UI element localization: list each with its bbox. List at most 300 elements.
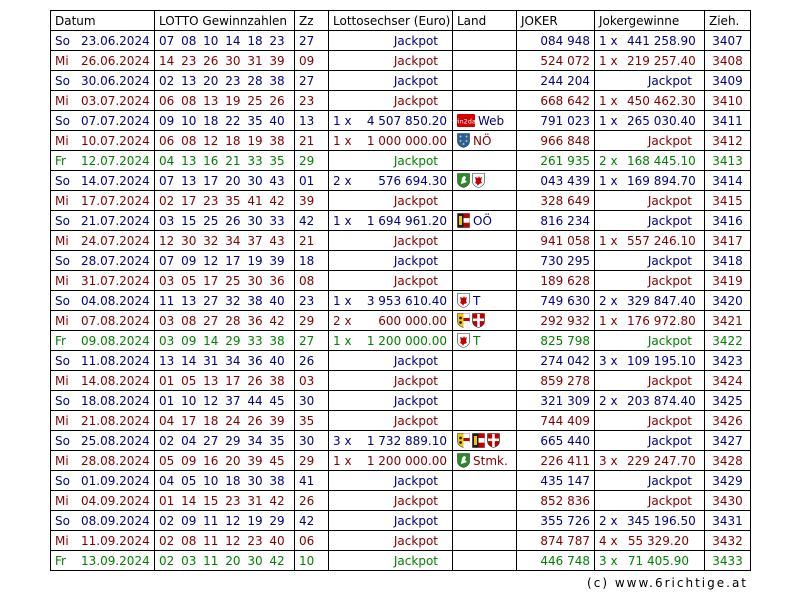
header-ziehung: Zieh. [705,11,751,31]
draw-date: 09.08.2024 [81,333,150,348]
sechser-count: 1 x [333,133,352,148]
weekday: So [55,253,70,268]
cell-jokergewinne [595,331,705,351]
crest-tirol-icon [472,173,485,188]
cell-ziehung: 3431 [705,511,751,531]
cell-joker: 261 935 [517,151,595,171]
table-row [51,231,751,251]
cell-lotto-numbers: 07 09 12 17 19 39 [155,251,295,271]
cell-ziehung: 3428 [705,451,751,471]
joker-amount: 329 847.40 [627,293,696,308]
crest-ktn-icon [457,313,470,328]
weekday: So [55,33,70,48]
header-jokergewinne: Jokergewinne [595,11,705,31]
cell-zusatzzahl: 08 [295,271,329,291]
weekday: Fr [55,333,66,348]
header-lotto-numbers: LOTTO Gewinnzahlen [155,11,295,31]
cell-lottosechser [329,51,453,71]
cell-datum [51,451,155,471]
draw-date: 11.09.2024 [81,533,150,548]
cell-ziehung: 3424 [705,371,751,391]
cell-joker: 668 642 [517,91,595,111]
cell-ziehung: 3427 [705,431,751,451]
draw-date: 12.07.2024 [81,153,150,168]
cell-ziehung: 3409 [705,71,751,91]
header-lottosechser: Lottosechser (Euro) [329,11,453,31]
cell-land [453,391,517,411]
crest-stmk-icon [457,453,470,468]
cell-jokergewinne [595,111,705,131]
draw-date: 07.08.2024 [81,313,150,328]
cell-land [453,231,517,251]
jackpot-label: Jackpot [393,513,438,528]
cell-lottosechser [329,231,453,251]
table-row [51,31,751,51]
table-row [51,251,751,271]
cell-jokergewinne [595,471,705,491]
lotto-results-panel [50,10,750,590]
cell-joker: 524 072 [517,51,595,71]
cell-lottosechser [329,31,453,51]
cell-joker: 744 409 [517,411,595,431]
jackpot-label: Jackpot [393,353,438,368]
land-name: Stmk. [473,453,508,468]
draw-date: 08.09.2024 [81,513,150,528]
jackpot-label: Jackpot [393,553,438,568]
cell-lottosechser [329,71,453,91]
cell-joker: 852 836 [517,491,595,511]
jackpot-label: Jackpot [647,473,692,488]
cell-datum [51,31,155,51]
cell-jokergewinne [595,171,705,191]
jackpot-label: Jackpot [393,193,438,208]
cell-datum [51,311,155,331]
jackpot-label: Jackpot [393,33,438,48]
table-row [51,551,751,571]
weekday: So [55,473,70,488]
weekday: So [55,293,70,308]
table-row [51,471,751,491]
weekday: Mi [55,533,69,548]
cell-datum [51,371,155,391]
draw-date: 18.08.2024 [81,393,150,408]
cell-lotto-numbers: 01 05 13 17 26 38 [155,371,295,391]
crest-tirol-icon [457,293,470,308]
cell-jokergewinne [595,251,705,271]
table-row [51,111,751,131]
cell-jokergewinne [595,71,705,91]
cell-datum [51,391,155,411]
cell-zusatzzahl: 01 [295,171,329,191]
cell-joker: 941 058 [517,231,595,251]
jackpot-label: Jackpot [647,373,692,388]
joker-amount: 557 246.10 [627,233,696,248]
cell-joker: 730 295 [517,251,595,271]
table-row [51,191,751,211]
cell-lottosechser [329,311,453,331]
cell-zusatzzahl: 21 [295,131,329,151]
sechser-amount: 1 000 000.00 [366,133,447,148]
weekday: So [55,73,70,88]
jackpot-label: Jackpot [393,493,438,508]
cell-land [453,111,517,131]
cell-jokergewinne [595,371,705,391]
svg-text:win2day: win2day [452,117,480,126]
cell-jokergewinne [595,551,705,571]
cell-lotto-numbers: 07 13 17 20 30 43 [155,171,295,191]
sechser-count: 3 x [333,433,352,448]
lotto-results-table [50,10,751,571]
cell-ziehung: 3416 [705,211,751,231]
cell-datum [51,271,155,291]
cell-datum [51,431,155,451]
cell-jokergewinne [595,531,705,551]
cell-jokergewinne [595,431,705,451]
cell-ziehung: 3412 [705,131,751,151]
cell-zusatzzahl: 27 [295,31,329,51]
cell-datum [51,471,155,491]
cell-datum [51,131,155,151]
cell-ziehung: 3426 [705,411,751,431]
cell-datum [51,51,155,71]
table-row [51,311,751,331]
cell-lotto-numbers: 03 05 17 25 30 36 [155,271,295,291]
weekday: Mi [55,413,69,428]
cell-land [453,71,517,91]
cell-datum [51,491,155,511]
weekday: So [55,353,70,368]
cell-jokergewinne [595,511,705,531]
cell-ziehung: 3420 [705,291,751,311]
cell-ziehung: 3413 [705,151,751,171]
cell-lotto-numbers: 09 10 18 22 35 40 [155,111,295,131]
jackpot-label: Jackpot [647,193,692,208]
table-row [51,331,751,351]
cell-jokergewinne [595,151,705,171]
crest-ooe-icon [472,433,485,448]
weekday: Mi [55,233,69,248]
cell-jokergewinne [595,91,705,111]
draw-date: 31.07.2024 [81,273,150,288]
cell-joker: 749 630 [517,291,595,311]
joker-count: 1 x [599,173,618,188]
joker-amount: 169 894.70 [627,173,696,188]
cell-ziehung: 3425 [705,391,751,411]
joker-amount: 265 030.40 [627,113,696,128]
cell-joker: 226 411 [517,451,595,471]
cell-zusatzzahl: 26 [295,491,329,511]
cell-ziehung: 3421 [705,311,751,331]
cell-land [453,311,517,331]
cell-zusatzzahl: 30 [295,391,329,411]
cell-zusatzzahl: 27 [295,71,329,91]
weekday: Mi [55,273,69,288]
jackpot-label: Jackpot [393,253,438,268]
joker-count: 1 x [599,113,618,128]
cell-lottosechser [329,391,453,411]
cell-joker: 244 204 [517,71,595,91]
joker-amount: 450 462.30 [627,93,696,108]
sechser-count: 2 x [333,313,352,328]
cell-lottosechser [329,351,453,371]
draw-date: 04.08.2024 [81,293,150,308]
cell-datum [51,531,155,551]
jackpot-label: Jackpot [647,433,692,448]
cell-datum [51,71,155,91]
jackpot-label: Jackpot [393,93,438,108]
crest-web-icon [452,113,480,128]
draw-date: 04.09.2024 [81,493,150,508]
crest-wien-icon [472,313,485,328]
cell-datum [51,91,155,111]
cell-ziehung: 3432 [705,531,751,551]
table-row [51,491,751,511]
cell-ziehung: 3430 [705,491,751,511]
sechser-count: 1 x [333,453,352,468]
crest-stmk-icon [457,173,470,188]
draw-date: 25.08.2024 [81,433,150,448]
header-joker: JOKER [517,11,595,31]
cell-lottosechser [329,451,453,471]
joker-amount: 109 195.10 [627,353,696,368]
cell-land [453,191,517,211]
weekday: So [55,173,70,188]
joker-amount: 168 445.10 [627,153,696,168]
cell-ziehung: 3433 [705,551,751,571]
cell-jokergewinne [595,131,705,151]
draw-date: 14.07.2024 [81,173,150,188]
draw-date: 14.08.2024 [81,373,150,388]
cell-joker: 791 023 [517,111,595,131]
table-row [51,511,751,531]
cell-land [453,131,517,151]
cell-lotto-numbers: 01 10 12 37 44 45 [155,391,295,411]
jackpot-label: Jackpot [393,393,438,408]
cell-zusatzzahl: 23 [295,91,329,111]
cell-lotto-numbers: 02 17 23 35 41 42 [155,191,295,211]
joker-count: 3 x [599,353,618,368]
draw-date: 07.07.2024 [81,113,150,128]
cell-lottosechser [329,271,453,291]
cell-ziehung: 3411 [705,111,751,131]
cell-joker: 084 948 [517,31,595,51]
cell-joker: 665 440 [517,431,595,451]
joker-count: 1 x [599,233,618,248]
cell-land [453,171,517,191]
cell-jokergewinne [595,311,705,331]
cell-lotto-numbers: 06 08 12 18 19 38 [155,131,295,151]
cell-zusatzzahl: 39 [295,191,329,211]
cell-lottosechser [329,491,453,511]
draw-date: 01.09.2024 [81,473,150,488]
cell-datum [51,331,155,351]
cell-lottosechser [329,111,453,131]
cell-land [453,451,517,471]
joker-amount: 219 257.40 [627,53,696,68]
cell-land [453,291,517,311]
cell-jokergewinne [595,191,705,211]
cell-land [453,331,517,351]
cell-ziehung: 3415 [705,191,751,211]
table-row [51,391,751,411]
weekday: So [55,213,70,228]
jackpot-label: Jackpot [393,473,438,488]
cell-datum [51,251,155,271]
cell-lotto-numbers: 04 17 18 24 26 39 [155,411,295,431]
sechser-count: 2 x [333,173,352,188]
cell-lotto-numbers: 01 14 15 23 31 42 [155,491,295,511]
jackpot-label: Jackpot [647,253,692,268]
draw-date: 30.06.2024 [81,73,150,88]
weekday: Mi [55,193,69,208]
cell-land [453,51,517,71]
cell-datum [51,151,155,171]
draw-date: 10.07.2024 [81,133,150,148]
jackpot-label: Jackpot [647,413,692,428]
crest-noe-icon [457,133,470,148]
cell-lotto-numbers: 02 09 11 12 19 29 [155,511,295,531]
jackpot-label: Jackpot [393,53,438,68]
cell-datum [51,411,155,431]
cell-zusatzzahl: 13 [295,111,329,131]
table-row [51,151,751,171]
cell-joker: 966 848 [517,131,595,151]
cell-ziehung: 3408 [705,51,751,71]
weekday: Mi [55,493,69,508]
cell-land [453,471,517,491]
cell-joker: 816 234 [517,211,595,231]
weekday: Mi [55,133,69,148]
cell-datum [51,511,155,531]
weekday: Fr [55,553,66,568]
crest-tirol-icon [457,333,470,348]
cell-joker: 321 309 [517,391,595,411]
joker-amount: 203 874.40 [627,393,696,408]
cell-zusatzzahl: 21 [295,231,329,251]
cell-ziehung: 3410 [705,91,751,111]
jackpot-label: Jackpot [647,333,692,348]
land-name: T [473,293,481,308]
cell-datum [51,551,155,571]
cell-zusatzzahl: 42 [295,511,329,531]
cell-lotto-numbers: 02 13 20 23 28 38 [155,71,295,91]
table-row [51,531,751,551]
cell-lotto-numbers: 14 23 26 30 31 39 [155,51,295,71]
cell-land [453,271,517,291]
draw-date: 17.07.2024 [81,193,150,208]
cell-jokergewinne [595,51,705,71]
cell-jokergewinne [595,31,705,51]
cell-lotto-numbers: 03 15 25 26 30 33 [155,211,295,231]
cell-zusatzzahl: 29 [295,151,329,171]
cell-lotto-numbers: 04 13 16 21 33 35 [155,151,295,171]
cell-zusatzzahl: 06 [295,531,329,551]
cell-lottosechser [329,511,453,531]
jackpot-label: Jackpot [393,233,438,248]
header-datum: Datum [51,11,155,31]
sechser-count: 1 x [333,333,352,348]
table-body [51,31,751,571]
cell-datum [51,211,155,231]
cell-datum [51,231,155,251]
cell-lotto-numbers: 05 09 16 20 39 45 [155,451,295,471]
cell-jokergewinne [595,351,705,371]
cell-lottosechser [329,431,453,451]
sechser-amount: 1 200 000.00 [366,333,447,348]
table-row [51,411,751,431]
cell-land [453,531,517,551]
cell-zusatzzahl: 10 [295,551,329,571]
cell-lotto-numbers: 03 08 27 28 36 42 [155,311,295,331]
draw-date: 23.06.2024 [81,33,150,48]
draw-date: 11.08.2024 [81,353,150,368]
table-row [51,371,751,391]
cell-lotto-numbers: 04 05 10 18 30 38 [155,471,295,491]
cell-datum [51,111,155,131]
cell-ziehung: 3429 [705,471,751,491]
cell-zusatzzahl: 30 [295,431,329,451]
table-row [51,71,751,91]
table-row [51,271,751,291]
cell-zusatzzahl: 41 [295,471,329,491]
cell-joker: 446 748 [517,551,595,571]
cell-lotto-numbers: 11 13 27 32 38 40 [155,291,295,311]
cell-ziehung: 3419 [705,271,751,291]
cell-joker: 189 628 [517,271,595,291]
cell-zusatzzahl: 23 [295,291,329,311]
cell-ziehung: 3414 [705,171,751,191]
crest-ooe-icon [457,213,470,228]
sechser-amount: 1 732 889.10 [366,433,447,448]
joker-count: 4 x [599,533,618,548]
cell-jokergewinne [595,231,705,251]
cell-land [453,411,517,431]
cell-joker: 825 798 [517,331,595,351]
cell-lottosechser [329,471,453,491]
header-land: Land [453,11,517,31]
cell-lottosechser [329,371,453,391]
joker-amount: 229 247.70 [627,453,696,468]
table-row [51,451,751,471]
cell-ziehung: 3423 [705,351,751,371]
sechser-count: 1 x [333,293,352,308]
cell-land [453,431,517,451]
cell-ziehung: 3407 [705,31,751,51]
jackpot-label: Jackpot [393,533,438,548]
table-row [51,51,751,71]
cell-lottosechser [329,171,453,191]
joker-count: 1 x [599,33,618,48]
joker-count: 2 x [599,513,618,528]
joker-amount: 441 258.90 [627,33,696,48]
cell-zusatzzahl: 29 [295,451,329,471]
cell-zusatzzahl: 09 [295,51,329,71]
joker-count: 2 x [599,153,618,168]
weekday: So [55,393,70,408]
sechser-count: 1 x [333,213,352,228]
draw-date: 28.07.2024 [81,253,150,268]
weekday: Mi [55,313,69,328]
crest-ktn-icon [457,433,470,448]
cell-jokergewinne [595,491,705,511]
joker-amount: 71 405.90 [627,553,689,568]
joker-amount: 176 972.80 [627,313,696,328]
cell-jokergewinne [595,211,705,231]
cell-lotto-numbers: 03 09 14 29 33 38 [155,331,295,351]
cell-joker: 043 439 [517,171,595,191]
jackpot-label: Jackpot [393,73,438,88]
joker-count: 1 x [599,313,618,328]
